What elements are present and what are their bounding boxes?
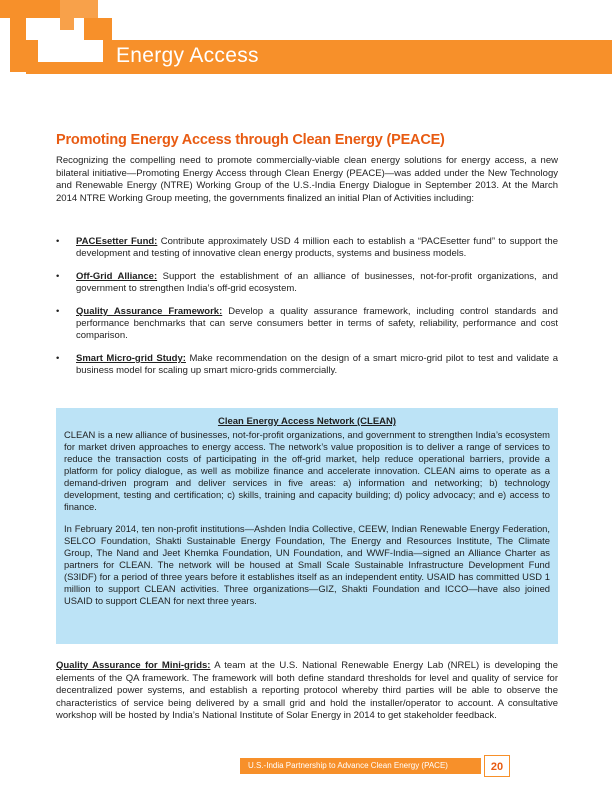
qa-paragraph xyxy=(56,660,558,723)
section-title: Promoting Energy Access through Clean Energy (PEACE) xyxy=(56,132,445,148)
callout-title: Clean Energy Access Network (CLEAN) xyxy=(217,416,397,427)
list-item xyxy=(56,353,558,377)
list-item-label: Quality Assurance Framework: xyxy=(76,306,223,317)
activity-list xyxy=(56,236,558,388)
list-item xyxy=(56,306,558,342)
header-ornament xyxy=(0,0,120,120)
bullet-icon: • xyxy=(56,306,60,317)
list-item-label: PACEsetter Fund: xyxy=(76,236,158,247)
footer-text: U.S.-India Partnership to Advance Clean Energy (PACE) xyxy=(248,761,448,770)
list-item-label: Smart Micro-grid Study: xyxy=(76,353,186,364)
list-item-label: Off-Grid Alliance: xyxy=(76,271,158,282)
list-item-text: Develop a quality assurance framework, including control standards and performance benchmarks that can serve consumers better in terms of safety, reliability, performance and cost comparison. xyxy=(76,306,559,341)
bullet-icon: • xyxy=(56,353,60,364)
qa-text: A team at the U.S. National Renewable Energy Lab (NREL) is developing the elements of the QA framework. The framework will both define standard thresholds for level and quality of service for decentralized power systems, and establish a reporting protocol whereby third parties will be able to observe the characteristics of service being delivered by a small grid and hold the installer/operator to account. A consultative workshop will be hosted by India’s National Institute of Solar Energy in 2014 to get stakeholder feedback. xyxy=(56,660,558,721)
callout-paragraph-1: CLEAN is a new alliance of businesses, not-for-profit organizations, and government to strengthen India’s ecosystem for market driven approaches to energy access. The network’s value proposition is to deliver a range of services to reduce the transaction costs of participating in the off-grid market, help reduce operational barriers, provide a platform for policy dialogue, as well as mobilize finance and accelerate innovation. CLEAN aims to operate as a demand-driven program and deliver services in five areas: a) information and networking; b) technology development, testing and certification; c) skills, training and capacity building; d) policy advocacy; and e) access to finance. xyxy=(64,429,550,512)
qa-label: Quality Assurance for Mini-grids: xyxy=(56,660,211,671)
bullet-icon: • xyxy=(56,271,60,282)
clean-callout-box xyxy=(56,408,558,644)
list-item-text: Support the establishment of an alliance of businesses, not-for-profit organizations, and government to strengthen India’s off-grid ecosystem. xyxy=(76,271,558,294)
intro-paragraph: Recognizing the compelling need to promote commercially-viable clean energy solutions for energy access, a new bilateral initiative—Promoting Energy Access through Clean Energy (PEACE)—was added under the New Technology and Renewable Energy (NTRE) Working Group of the U.S.-India Energy Dialogue in September 2013. At the March 2014 NTRE Working Group meeting, the governments finalized an initial Plan of Activities including: xyxy=(56,155,558,204)
list-item xyxy=(56,271,558,295)
page-number: 20 xyxy=(484,755,510,777)
callout-paragraph-2: In February 2014, ten non-profit institutions—Ashden India Collective, CEEW, Indian Renewable Energy Federation, SELCO Foundation, Shakti Sustainable Energy Foundation, The Energy and Resources Institute, The Climate Group, The Nand and Jeet Khemka Foundation, UN Foundation, and WWF-India—signed an Alliance Charter as partners for CLEAN. The network will be housed at Small Scale Sustainable Infrastructure Development Fund (S3IDF) for a period of three years before it establishes itself as an independent entity. USAID has committed USD 1 million to support CLEAN activities. Three organizations—GIZ, Shakti Foundation and ICCO—have also joined USAID to support CLEAN for next three years. xyxy=(64,523,550,606)
page-title: Energy Access xyxy=(116,44,259,67)
list-item xyxy=(56,236,558,260)
list-item-text: Make recommendation on the design of a smart micro-grid pilot to test and validate a business model for scaling up smart micro-grids commercially. xyxy=(76,353,558,376)
bullet-icon: • xyxy=(56,236,60,247)
list-item-text: Contribute approximately USD 4 million each to establish a “PACEsetter fund” to support the development and testing of innovative clean energy products, systems and business models. xyxy=(76,236,558,259)
